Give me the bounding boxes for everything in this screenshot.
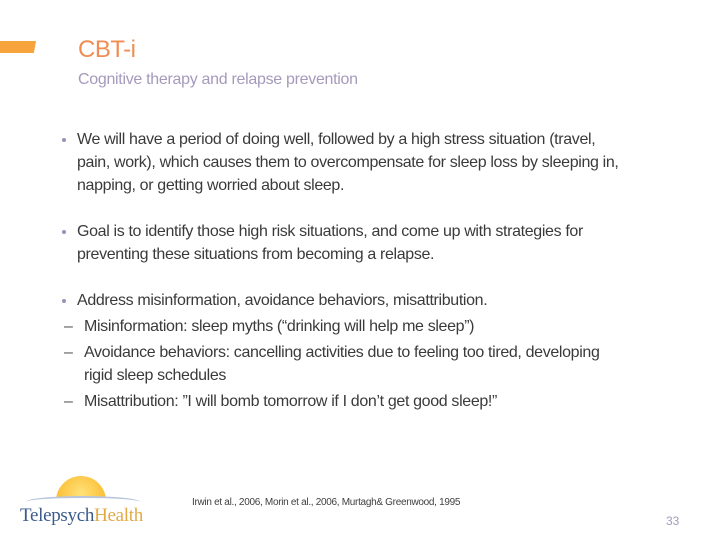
- bullet-dot-icon: [62, 138, 66, 142]
- bullet-item: [62, 220, 622, 266]
- sub-bullet-text: Avoidance behaviors: cancelling activities due to feeling too tired, developing rigid sleep schedules: [84, 344, 600, 384]
- logo-text-health: Health: [94, 505, 143, 526]
- bullet-item: [62, 289, 622, 312]
- slide-body: [62, 128, 622, 413]
- sub-bullet-item: [47, 341, 622, 387]
- dash-icon: –: [64, 318, 73, 335]
- sub-bullet-text: Misattribution: ”I will bomb tomorrow if I don’t get good sleep!”: [84, 393, 497, 410]
- sub-bullet-item: [47, 315, 622, 338]
- logo-text-telepsych: Telepsych: [20, 505, 95, 526]
- page-number: 33: [666, 514, 680, 528]
- bullet-item: [62, 128, 622, 197]
- slide-subtitle: Cognitive therapy and relapse prevention: [78, 71, 358, 88]
- citation: Irwin et al., 2006, Morin et al., 2006, Murtagh& Greenwood, 1995: [192, 497, 461, 508]
- bullet-dot-icon: [62, 299, 66, 303]
- title-accent-bar: [0, 41, 36, 53]
- bullet-text: Address misinformation, avoidance behaviors, misattribution.: [77, 292, 488, 309]
- logo-text: [20, 505, 143, 527]
- sub-bullet-text: Misinformation: sleep myths (“drinking will help me sleep”): [84, 318, 475, 335]
- telepsych-health-logo: [20, 474, 144, 530]
- slide-title: CBT-i: [78, 36, 136, 63]
- bullet-dot-icon: [62, 230, 66, 234]
- dash-icon: –: [64, 344, 73, 361]
- sub-bullet-item: [47, 390, 622, 413]
- bullet-text: We will have a period of doing well, followed by a high stress situation (travel, pain, work), which causes them to overcompensate for sleep loss by sleeping in, napping, or getting worried about sleep.: [77, 131, 619, 194]
- bullet-text: Goal is to identify those high risk situations, and come up with strategies for preventing these situations from becoming a relapse.: [77, 223, 583, 263]
- dash-icon: –: [64, 393, 73, 410]
